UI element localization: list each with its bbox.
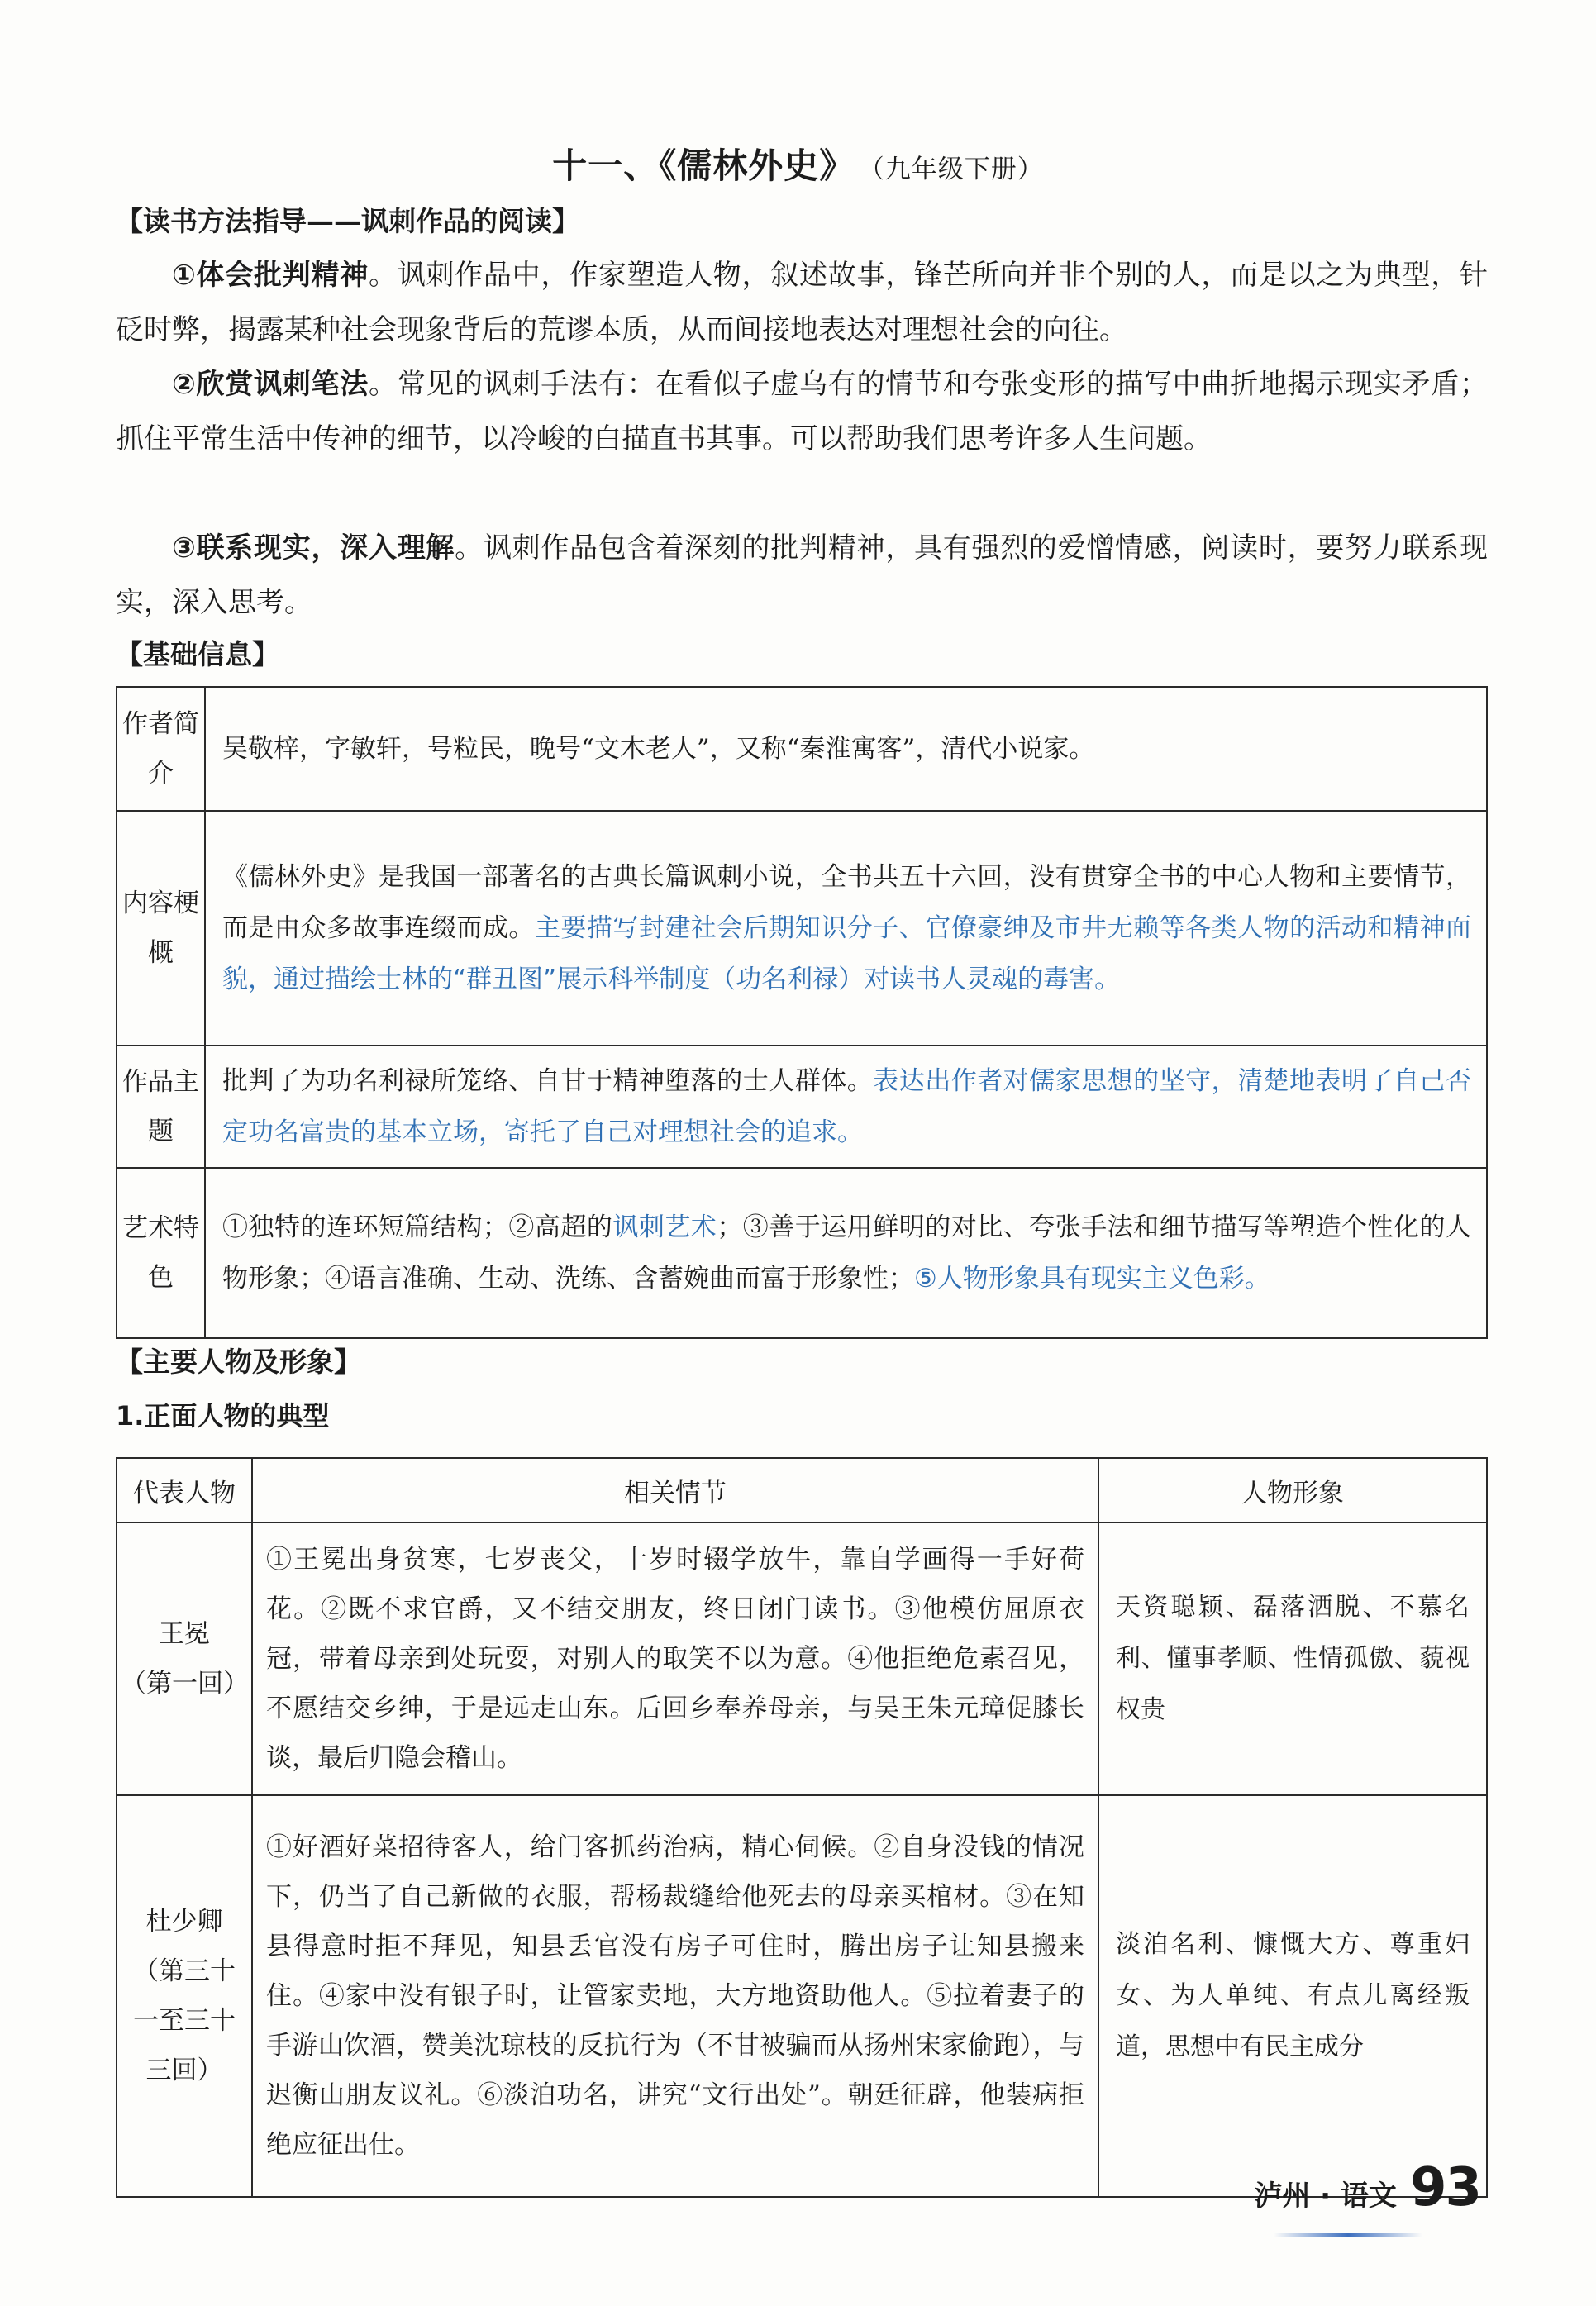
table-row — [117, 1046, 1487, 1168]
column-header: 相关情节 — [252, 1458, 1098, 1522]
guide-point-3-text: 。讽刺作品包含着深刻的批判精神，具有强烈的爱憎情感，阅读时，要努力联系现实，深入思考。 — [116, 531, 1488, 619]
column-header: 代表人物 — [117, 1458, 252, 1522]
info-content-art: ①独特的连环短篇结构；②高超的讽刺艺术；③善于运用鲜明的对比、夸张手法和细节描写等塑造个性化的人物形象；④语言准确、生动、洗练、含蓄婉曲而富于形象性；⑤人物形象具有现实主义色彩。 — [205, 1168, 1487, 1338]
table-row — [117, 1522, 1487, 1795]
page-number: 93 — [1409, 2157, 1480, 2218]
character-name-cell — [117, 1522, 252, 1795]
basic-info-table — [116, 686, 1488, 1339]
guide-point-2-text: 。常见的讽刺手法有：在看似子虚乌有的情节和夸张变形的描写中曲折地揭示现实矛盾；抓住平常生活中传神的细节，以冷峻的白描直书其事。可以帮助我们思考许多人生问题。 — [116, 368, 1488, 455]
info-label-art: 艺术特色 — [117, 1168, 205, 1338]
table-row — [117, 1168, 1487, 1338]
info-content-author: 吴敬梓，字敏轩，号粒民，晚号“文木老人”，又称“秦淮寓客”，清代小说家。 — [205, 687, 1487, 811]
character-image: 淡泊名利、慷慨大方、尊重妇女、为人单纯、有点儿离经叛道，思想中有民主成分 — [1098, 1795, 1487, 2197]
character-name-cell — [117, 1795, 252, 2197]
character-plot: ①王冕出身贫寒，七岁丧父，十岁时辍学放牛，靠自学画得一手好荷花。②既不求官爵，又不结交朋友，终日闭门读书。③他模仿屈原衣冠，带着母亲到处玩耍，对别人的取笑不以为意。④他拒绝危素召见，不愿结交乡绅，于是远走山东。后回乡奉养母亲，与吴王朱元璋促膝长谈，最后归隐会稽山。 — [252, 1522, 1098, 1795]
guide-paragraph-2 — [116, 357, 1488, 466]
info-label-theme: 作品主题 — [117, 1046, 205, 1168]
footer-region: 泸州 · 语文 — [1254, 2180, 1397, 2213]
chapter-title-main: 十一、《儒林外史》 — [552, 145, 855, 186]
characters-heading: 【主要人物及形象】 — [116, 1346, 361, 1378]
character-chapter: （第一回） — [121, 1669, 249, 1699]
chapter-title — [0, 139, 1596, 188]
characters-table — [116, 1457, 1488, 2198]
art-highlight-2: ⑤人物形象具有现实主义色彩。 — [914, 1264, 1270, 1294]
column-header: 人物形象 — [1098, 1458, 1487, 1522]
character-name: 杜少卿 — [145, 1907, 223, 1937]
guide-point-1-title: ①体会批判精神 — [172, 259, 369, 292]
table-row — [117, 1795, 1487, 2197]
footer-decoration — [1274, 2233, 1422, 2237]
guide-paragraph-3 — [116, 521, 1488, 630]
info-content-theme: 批判了为功名利禄所笼络、自甘于精神堕落的士人群体。表达出作者对儒家思想的坚守，清楚地表明了自己否定功名富贵的基本立场，寄托了自己对理想社会的追求。 — [205, 1046, 1487, 1168]
basic-info-heading: 【基础信息】 — [116, 638, 279, 670]
table-row — [117, 811, 1487, 1046]
character-image: 天资聪颖、磊落洒脱、不慕名利、懂事孝顺、性情孤傲、藐视权贵 — [1098, 1522, 1487, 1795]
table-row — [117, 687, 1487, 811]
art-highlight-1: 讽刺艺术 — [612, 1213, 717, 1242]
info-content-summary: 《儒林外史》是我国一部著名的古典长篇讽刺小说，全书共五十六回，没有贯穿全书的中心人物和主要情节，而是由众多故事连缀而成。主要描写封建社会后期知识分子、官僚豪绅及市井无赖等各类人物的活动和精神面貌，通过描绘士林的“群丑图”展示科举制度（功名利禄）对读书人灵魂的毒害。 — [205, 811, 1487, 1046]
guide-point-2-title: ②欣赏讽刺笔法 — [172, 368, 369, 401]
grade-label: （九年级下册） — [871, 155, 1044, 184]
table-header-row — [117, 1458, 1487, 1522]
reading-guide-heading: 【读书方法指导——讽刺作品的阅读】 — [116, 205, 579, 237]
character-name: 王冕 — [159, 1619, 210, 1649]
page-footer — [1254, 2157, 1480, 2218]
info-label-author: 作者简介 — [117, 687, 205, 811]
guide-point-1-text: 。讽刺作品中，作家塑造人物，叙述故事，锋芒所向并非个别的人，而是以之为典型，针砭时弊，揭露某种社会现象背后的荒谬本质，从而间接地表达对理想社会的向往。 — [116, 259, 1488, 346]
guide-paragraph-1 — [116, 248, 1488, 357]
info-label-summary: 内容梗概 — [117, 811, 205, 1046]
guide-point-3-title: ③联系现实，深入理解 — [172, 531, 455, 565]
theme-highlight: 表达出作者对儒家思想的坚守，清楚地表明了自己否定功名富贵的基本立场，寄托了自己对理想社会的追求。 — [222, 1066, 1471, 1147]
character-plot: ①好酒好菜招待客人，给门客抓药治病，精心伺候。②自身没钱的情况下，仍当了自己新做的衣服，帮杨裁缝给他死去的母亲买棺材。③在知县得意时拒不拜见，知县丢官没有房子可住时，腾出房子让知县搬来住。④家中没有银子时，让管家卖地，大方地资助他人。⑤拉着妻子的手游山饮酒，赞美沈琼枝的反抗行为（不甘被骗而从扬州宋家偷跑），与迟衡山朋友议礼。⑥淡泊功名，讲究“文行出处”。朝廷征辟，他装病拒绝应征出仕。 — [252, 1795, 1098, 2197]
positive-characters-subheading: 1.正面人物的典型 — [116, 1400, 330, 1432]
character-chapter: （第三十一至三十三回） — [133, 1956, 236, 2085]
summary-highlight: 主要描写封建社会后期知识分子、官僚豪绅及市井无赖等各类人物的活动和精神面貌，通过描绘士林的“群丑图”展示科举制度（功名利禄）对读书人灵魂的毒害。 — [222, 913, 1471, 994]
